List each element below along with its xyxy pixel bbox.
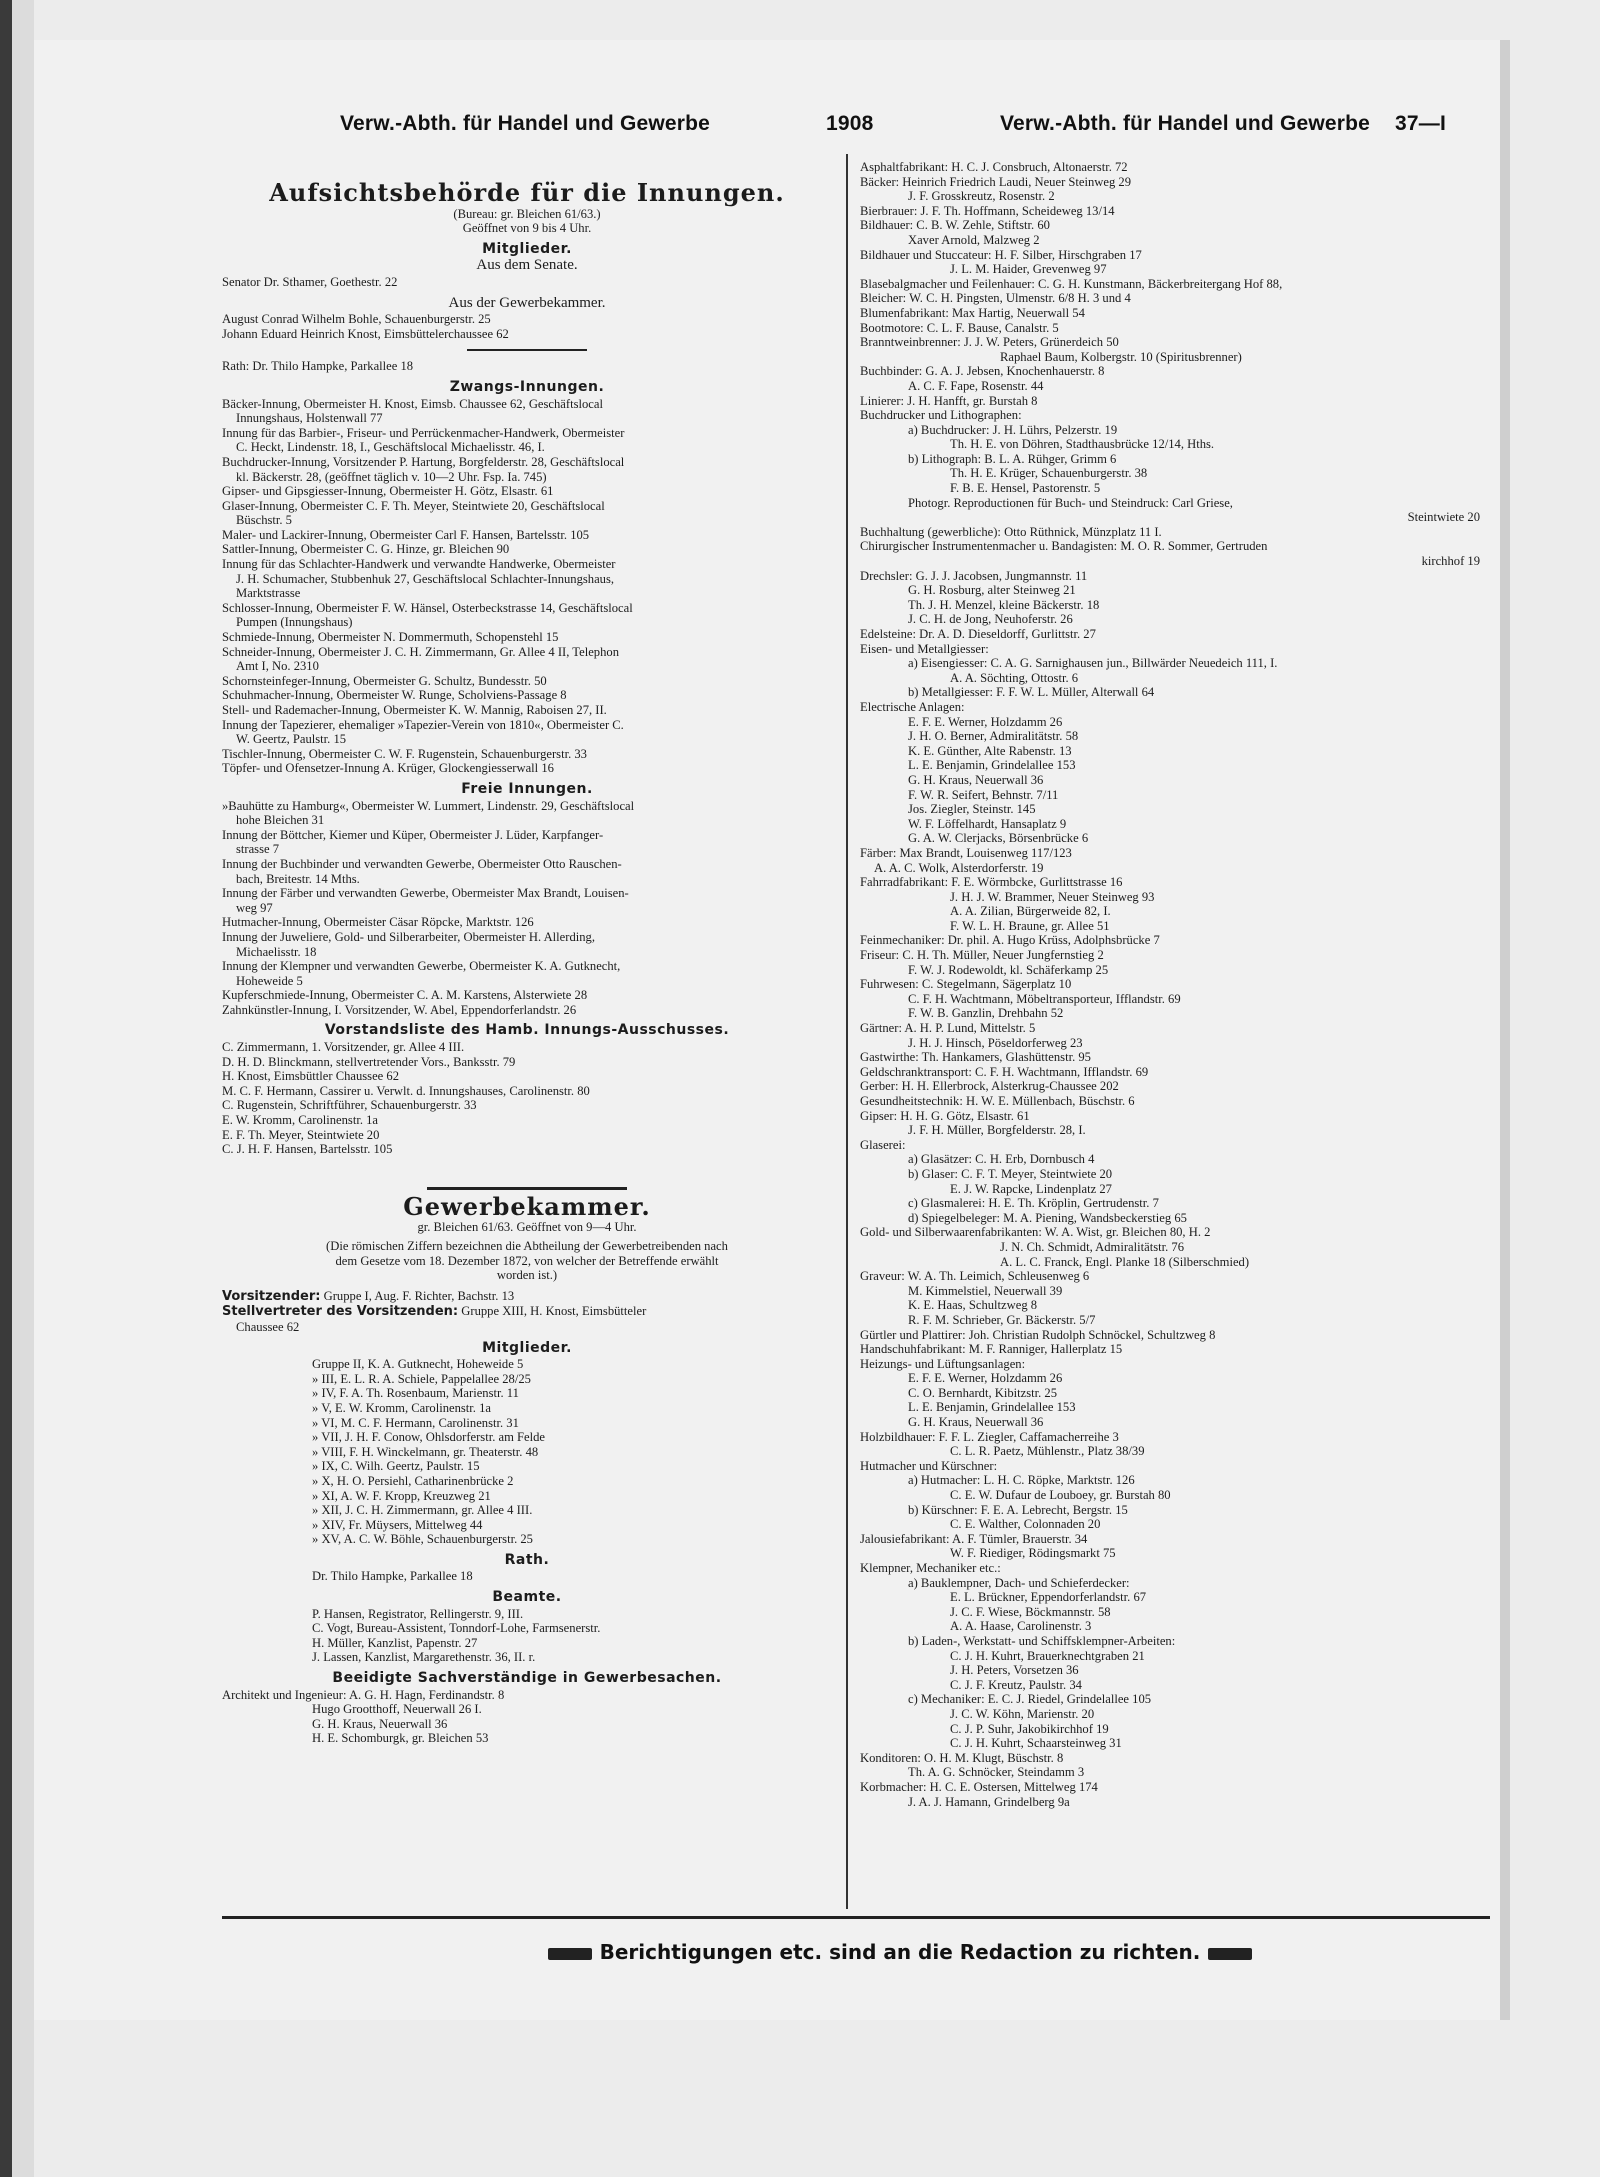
list-item: kirchhof 19	[1421, 554, 1480, 569]
list-item: Edelsteine: Dr. A. D. Dieseldorff, Gurlittstr. 27	[860, 627, 1096, 641]
list-item: Glaser-Innung, Obermeister C. F. Th. Meyer, Steintwiete 20, Geschäftslocal	[222, 498, 605, 513]
list-item: Raphael Baum, Kolbergstr. 10 (Spiritusbrenner)	[1000, 349, 1242, 364]
list-item: Bäcker: Heinrich Friedrich Laudi, Neuer Steinweg 29	[860, 174, 1132, 189]
list-item: Amt I, No. 2310	[236, 659, 319, 674]
list-item: Electrische Anlagen:	[860, 699, 965, 714]
list-item: Schneider-Innung, Obermeister J. C. H. Zimmermann, Gr. Allee 4 II, Telephon	[222, 644, 619, 659]
list-item: d) Spiegelbeleger: M. A. Piening, Wandsbeckerstieg 65	[908, 1210, 1187, 1225]
list-item: c) Mechaniker: E. C. J. Riedel, Grindelallee 105	[908, 1692, 1152, 1707]
list-item: C. J. H. F. Hansen, Bartelsstr. 105	[222, 1142, 393, 1157]
list-item: bach, Breitestr. 14 Mths.	[236, 871, 360, 886]
list-item: E. W. Kromm, Carolinenstr. 1a	[222, 1113, 379, 1128]
list-item: A. A. C. Wolk, Alsterdorferstr. 19	[874, 860, 1044, 875]
list-item: Maler- und Lackirer-Innung, Obermeister Carl F. Hansen, Bartelsstr. 105	[222, 527, 590, 542]
list-item: M. Kimmelstiel, Neuerwall 39	[908, 1283, 1063, 1298]
list-item: Hugo Grootthoff, Neuerwall 26 I.	[312, 1702, 482, 1717]
list-item: Gold- und Silberwaarenfabrikanten: W. A. Wist, gr. Bleichen 80, H. 2	[860, 1225, 1211, 1240]
list-item: C. J. H. Kuhrt, Schaarsteinweg 31	[950, 1736, 1122, 1751]
left-column	[222, 160, 832, 1746]
list-item: » XV, A. C. W. Böhle, Schauenburgerstr. 25	[312, 1532, 533, 1547]
list-item: Bäcker-Innung, Obermeister H. Knost, Eimsb. Chaussee 62, Geschäftslocal	[222, 396, 603, 411]
list-item: J. F. H. Müller, Borgfelderstr. 28, I.	[908, 1123, 1086, 1138]
list-item: b) Metallgiesser: F. F. W. L. Müller, Alterwall 64	[908, 685, 1155, 700]
hours-line: Geöffnet von 9 bis 4 Uhr.	[462, 221, 592, 236]
list-item: b) Glaser: C. F. T. Meyer, Steintwiete 20	[908, 1166, 1113, 1181]
list-item: Innung der Färber und verwandten Gewerbe, Obermeister Max Brandt, Louisen-	[222, 886, 629, 901]
list-item: » X, H. O. Persiehl, Catharinenbrücke 2	[312, 1473, 514, 1488]
list-item: hohe Bleichen 31	[236, 813, 325, 828]
list-item: E. F. E. Werner, Holzdamm 26	[908, 714, 1063, 729]
list-item: C. E. W. Dufaur de Louboey, gr. Burstah 80	[950, 1488, 1171, 1503]
list-item: Gärtner: A. H. P. Lund, Mittelstr. 5	[860, 1021, 1036, 1036]
senate-member: Senator Dr. Sthamer, Goethestr. 22	[222, 274, 398, 289]
section-title-aufsicht: Aufsichtsbehörde für die Innungen.	[269, 178, 785, 207]
list-item: Gipser- und Gipsgiesser-Innung, Obermeister H. Götz, Elsastr. 61	[222, 484, 554, 499]
list-item: strasse 7	[236, 842, 280, 857]
divider	[427, 1187, 627, 1190]
list-item: F. B. E. Hensel, Pastorenstr. 5	[950, 481, 1101, 496]
list-item: J. H. O. Berner, Admiralitätstr. 58	[908, 729, 1079, 744]
list-item: Innung der Böttcher, Kiemer und Küper, Obermeister J. Lüder, Karpfanger-	[222, 827, 604, 842]
gewerbekammer-address: gr. Bleichen 61/63. Geöffnet von 9—4 Uhr.	[417, 1220, 637, 1235]
freie-innungen-list	[222, 799, 832, 1018]
gruppen-list	[222, 1357, 832, 1547]
bureau-line: (Bureau: gr. Bleichen 61/63.)	[453, 206, 601, 221]
list-item: J. L. M. Haider, Grevenweg 97	[950, 262, 1107, 277]
list-item: L. E. Benjamin, Grindelallee 153	[908, 1400, 1076, 1415]
list-item: a) Eisengiesser: C. A. G. Sarnighausen jun., Billwärder Neuedeich 111, I.	[908, 656, 1278, 671]
gewerbekammer-members	[222, 312, 832, 341]
list-item: Innung der Buchbinder und verwandten Gewerbe, Obermeister Otto Rauschen-	[222, 856, 622, 871]
list-item: » XII, J. C. H. Zimmermann, gr. Allee 4 III.	[312, 1503, 533, 1518]
list-item: Bleicher: W. C. H. Pingsten, Ulmenstr. 6/8 H. 3 und 4	[860, 291, 1131, 306]
list-item: K. E. Haas, Schultzweg 8	[908, 1298, 1038, 1313]
vorstand-list	[222, 1040, 832, 1157]
vorsitzender-label: Vorsitzender:	[222, 1288, 321, 1304]
list-item: Buchdrucker und Lithographen:	[860, 408, 1022, 423]
list-item: Bootmotore: C. L. F. Bause, Canalstr. 5	[860, 320, 1059, 335]
list-item: Marktstrasse	[236, 586, 301, 601]
vorsitzender-text: Gruppe I, Aug. F. Richter, Bachstr. 13	[323, 1288, 515, 1303]
list-item: W. F. Löffelhardt, Hansaplatz 9	[908, 816, 1067, 831]
vorstand-heading: Vorstandsliste des Hamb. Innungs-Ausschusses.	[324, 1022, 730, 1039]
list-item: Bierbrauer: J. F. Th. Hoffmann, Scheideweg 13/14	[860, 203, 1115, 218]
list-item: J. C. F. Wiese, Böckmannstr. 58	[950, 1604, 1111, 1619]
mitglieder-heading: Mitglieder.	[482, 240, 572, 257]
list-item: Hoheweide 5	[236, 973, 303, 988]
list-item: Buchhaltung (gewerbliche): Otto Rüthnick, Münzplatz 11 I.	[860, 524, 1162, 539]
list-item: J. C. H. de Jong, Neuhoferstr. 26	[908, 612, 1073, 627]
list-item: Fahrradfabrikant: F. E. Wörmbcke, Gurlittstrasse 16	[860, 875, 1123, 890]
list-item: » XI, A. W. F. Kropp, Kreuzweg 21	[312, 1488, 491, 1503]
stellvertreter-text: Gruppe XIII, H. Knost, Eimsbütteler	[461, 1304, 647, 1319]
list-item: » V, E. W. Kromm, Carolinenstr. 1a	[312, 1400, 491, 1415]
list-item: Gesundheitstechnik: H. W. E. Müllenbach, Büschstr. 6	[860, 1094, 1135, 1108]
list-item: Architekt und Ingenieur: A. G. H. Hagn, Ferdinandstr. 8	[222, 1687, 505, 1702]
beeidigte-heading: Beeidigte Sachverständige in Gewerbesachen.	[332, 1670, 722, 1687]
list-item: Innungshaus, Holstenwall 77	[236, 411, 383, 426]
page-number: 37—I	[1395, 112, 1446, 135]
list-item: Fuhrwesen: C. Stegelmann, Sägerplatz 10	[860, 977, 1072, 992]
divider	[467, 349, 587, 351]
list-item: Gruppe II, K. A. Gutknecht, Hoheweide 5	[312, 1357, 524, 1372]
list-item: »Bauhütte zu Hamburg«, Obermeister W. Lummert, Lindenstr. 29, Geschäftslocal	[222, 798, 635, 813]
list-item: G. A. W. Clerjacks, Börsenbrücke 6	[908, 831, 1089, 846]
gewerbekammer-heading: Aus der Gewerbekammer.	[448, 294, 606, 311]
list-item: b) Laden-, Werkstatt- und Schiffsklempner-Arbeiten:	[908, 1633, 1176, 1648]
list-item: A. A. Söchting, Ottostr. 6	[950, 670, 1079, 685]
list-item: F. W. L. H. Braune, gr. Allee 51	[950, 918, 1110, 933]
list-item: C. Heckt, Lindenstr. 18, I., Geschäftslocal Michaelisstr. 46, I.	[236, 440, 545, 455]
list-item: C. Zimmermann, 1. Vorsitzender, gr. Allee 4 III.	[222, 1040, 465, 1055]
list-item: H. Knost, Eimsbüttler Chaussee 62	[222, 1069, 399, 1084]
column-divider	[846, 154, 848, 1909]
list-item: weg 97	[236, 900, 273, 915]
list-item: » VI, M. C. F. Hermann, Carolinenstr. 31	[312, 1415, 519, 1430]
list-item: A. L. C. Franck, Engl. Planke 18 (Silberschmied)	[1000, 1254, 1250, 1269]
footer-notice	[500, 1940, 1300, 1964]
zwangs-innungen-list	[222, 397, 832, 776]
list-item: » VIII, F. H. Winckelmann, gr. Theaterstr. 48	[312, 1444, 539, 1459]
bottom-rule	[222, 1916, 1490, 1919]
senate-heading: Aus dem Senate.	[476, 257, 578, 274]
list-item: Innung der Klempner und verwandten Gewerbe, Obermeister K. A. Gutknecht,	[222, 959, 621, 974]
beamte-heading: Beamte.	[492, 1589, 562, 1606]
list-item: Branntweinbrenner: J. J. W. Peters, Grünerdeich 50	[860, 335, 1119, 350]
list-item: Chirurgischer Instrumentenmacher u. Bandagisten: M. O. R. Sommer, Gertruden	[860, 539, 1268, 554]
list-item: worden ist.)	[496, 1268, 558, 1283]
list-item: Gürtler und Plattirer: Joh. Christian Rudolph Schnöckel, Schultzweg 8	[860, 1327, 1216, 1342]
stellvertreter-cont: Chaussee 62	[236, 1319, 300, 1334]
list-item: Bildhauer und Stuccateur: H. F. Silber, Hirschgraben 17	[860, 247, 1142, 262]
list-item: Gastwirthe: Th. Hankamers, Glashüttenstr. 95	[860, 1050, 1091, 1065]
list-item: Hutmacher und Kürschner:	[860, 1458, 998, 1473]
list-item: Innung der Tapezierer, ehemaliger »Tapezier-Verein von 1810«, Obermeister C.	[222, 717, 624, 732]
list-item: Blasebalgmacher und Feilenhauer: C. G. H. Kunstmann, Bäckerbreitergang Hof 88,	[860, 276, 1283, 291]
list-item: Färber: Max Brandt, Louisenweg 117/123	[860, 845, 1072, 860]
mitglieder2-heading: Mitglieder.	[482, 1339, 572, 1356]
list-item: J. A. J. Hamann, Grindelberg 9a	[908, 1794, 1070, 1809]
pointing-hand-icon	[548, 1948, 592, 1960]
list-item: E. F. Th. Meyer, Steintwiete 20	[222, 1127, 380, 1142]
rath2-line: Dr. Thilo Hampke, Parkallee 18	[312, 1569, 473, 1584]
list-item: F. W. B. Ganzlin, Drehbahn 52	[908, 1006, 1064, 1021]
list-item: Pumpen (Innungshaus)	[236, 615, 353, 630]
list-item: kl. Bäckerstr. 28, (geöffnet täglich v. 10—2 Uhr. Fsp. Ia. 745)	[236, 469, 547, 484]
list-item: dem Gesetze vom 18. Dezember 1872, von welcher der Betreffende erwählt	[335, 1253, 719, 1268]
list-item: Th. J. H. Menzel, kleine Bäckerstr. 18	[908, 597, 1100, 612]
running-header-right: Verw.-Abth. für Handel und Gewerbe	[1000, 112, 1371, 135]
list-item: G. H. Kraus, Neuerwall 36	[908, 772, 1044, 787]
trade-directory-list	[860, 160, 1480, 1809]
list-item: P. Hansen, Registrator, Rellingerstr. 9, III.	[312, 1606, 524, 1621]
scan-edge	[0, 0, 12, 2177]
list-item: Graveur: W. A. Th. Leimich, Schleusenweg 6	[860, 1269, 1090, 1284]
list-item: A. A. Haase, Carolinenstr. 3	[950, 1619, 1092, 1634]
list-item: Korbmacher: H. C. E. Ostersen, Mittelweg 174	[860, 1779, 1098, 1794]
list-item: Konditoren: O. H. M. Klugt, Büschstr. 8	[860, 1750, 1064, 1765]
list-item: Blumenfabrikant: Max Hartig, Neuerwall 54	[860, 305, 1085, 320]
list-item: J. C. W. Köhn, Marienstr. 20	[950, 1706, 1095, 1721]
list-item: Steintwiete 20	[1407, 510, 1480, 525]
list-item: F. W. J. Rodewoldt, kl. Schäferkamp 25	[908, 962, 1109, 977]
list-item: Buchdrucker-Innung, Vorsitzender P. Hartung, Borgfelderstr. 28, Geschäftslocal	[222, 454, 625, 469]
list-item: b) Kürschner: F. E. A. Lebrecht, Bergstr. 15	[908, 1502, 1128, 1517]
list-item: » XIV, Fr. Müysers, Mittelweg 44	[312, 1517, 483, 1532]
beamte-list	[222, 1607, 832, 1665]
list-item: a) Bauklempner, Dach- und Schieferdecker:	[908, 1575, 1130, 1590]
list-item: K. E. Günther, Alte Rabenstr. 13	[908, 743, 1072, 758]
list-item: a) Buchdrucker: J. H. Lührs, Pelzerstr. 19	[908, 422, 1118, 437]
list-item: W. F. Riediger, Rödingsmarkt 75	[950, 1546, 1116, 1561]
list-item: C. Vogt, Bureau-Assistent, Tonndorf-Lohe, Farmsenerstr.	[312, 1621, 601, 1636]
list-item: A. C. F. Fape, Rosenstr. 44	[908, 378, 1044, 393]
list-item: Schuhmacher-Innung, Obermeister W. Runge, Scholviens-Passage 8	[222, 688, 567, 703]
list-item: Büschstr. 5	[236, 513, 292, 528]
list-item: (Die römischen Ziffern bezeichnen die Abtheilung der Gewerbetreibenden nach	[326, 1239, 728, 1253]
list-item: Innung der Juweliere, Gold- und Silberarbeiter, Obermeister H. Allerding,	[222, 929, 596, 944]
list-item: C. Rugenstein, Schriftführer, Schauenburgerstr. 33	[222, 1098, 477, 1113]
list-item: » IX, C. Wilh. Geertz, Paulstr. 15	[312, 1459, 480, 1474]
list-item: G. H. Kraus, Neuerwall 36	[908, 1415, 1044, 1430]
list-item: J. N. Ch. Schmidt, Admiralitätstr. 76	[1000, 1239, 1185, 1254]
list-item: Schornsteinfeger-Innung, Obermeister G. Schultz, Bundesstr. 50	[222, 673, 547, 688]
list-item: J. H. Schumacher, Stubbenhuk 27, Geschäftslocal Schlachter-Innungshaus,	[236, 571, 615, 586]
list-item: Michaelisstr. 18	[236, 944, 317, 959]
list-item: Holzbildhauer: F. F. L. Ziegler, Caffamacherreihe 3	[860, 1429, 1119, 1444]
stellvertreter-label: Stellvertreter des Vorsitzenden:	[222, 1304, 459, 1320]
beeidigte-list	[222, 1688, 832, 1746]
list-item: C. F. H. Wachtmann, Möbeltransporteur, Ifflandstr. 69	[908, 991, 1181, 1006]
stellvertreter-line	[222, 1304, 832, 1320]
list-item: Johann Eduard Heinrich Knost, Eimsbüttelerchaussee 62	[222, 326, 509, 341]
list-item: Th. H. E. von Döhren, Stadthausbrücke 12/14, Hths.	[950, 437, 1215, 452]
list-item: H. E. Schomburgk, gr. Bleichen 53	[312, 1731, 489, 1746]
list-item: Glaserei:	[860, 1137, 906, 1152]
list-item: Klempner, Mechaniker etc.:	[860, 1561, 1001, 1575]
list-item: Linierer: J. H. Hanfft, gr. Burstah 8	[860, 393, 1038, 408]
list-item: b) Lithograph: B. L. A. Rühger, Grimm 6	[908, 451, 1117, 466]
list-item: Kupferschmiede-Innung, Obermeister C. A. M. Karstens, Alsterwiete 28	[222, 988, 588, 1003]
right-column	[860, 160, 1480, 1809]
list-item: J. F. Grosskreutz, Rosenstr. 2	[908, 189, 1055, 204]
list-item: E. L. Brückner, Eppendorferlandstr. 67	[950, 1590, 1147, 1605]
running-header-year: 1908	[826, 112, 874, 135]
list-item: Sattler-Innung, Obermeister C. G. Hinze, gr. Bleichen 90	[222, 542, 510, 557]
list-item: Töpfer- und Ofensetzer-Innung A. Krüger, Glockengiesserwall 16	[222, 761, 554, 776]
rath-line: Rath: Dr. Thilo Hampke, Parkallee 18	[222, 359, 414, 374]
list-item: » IV, F. A. Th. Rosenbaum, Marienstr. 11	[312, 1386, 519, 1401]
list-item: E. F. E. Werner, Holzdamm 26	[908, 1371, 1063, 1386]
list-item: Innung für das Schlachter-Handwerk und verwandte Handwerke, Obermeister	[222, 557, 616, 572]
list-item: Bildhauer: C. B. W. Zehle, Stiftstr. 60	[860, 218, 1050, 233]
vorsitzender-line	[222, 1289, 832, 1305]
list-item: August Conrad Wilhelm Bohle, Schauenburgerstr. 25	[222, 312, 491, 327]
list-item: Feinmechaniker: Dr. phil. A. Hugo Krüss, Adolphsbrücke 7	[860, 933, 1160, 948]
list-item: F. W. R. Seifert, Behnstr. 7/11	[908, 787, 1059, 802]
list-item: A. A. Zilian, Bürgerweide 82, I.	[950, 904, 1111, 919]
list-item: Gipser: H. H. G. Götz, Elsastr. 61	[860, 1108, 1030, 1123]
list-item: Schmiede-Innung, Obermeister N. Dommermuth, Schopenstehl 15	[222, 630, 559, 645]
list-item: C. L. R. Paetz, Mühlenstr., Platz 38/39	[950, 1444, 1145, 1459]
list-item: Hutmacher-Innung, Obermeister Cäsar Röpcke, Marktstr. 126	[222, 915, 534, 930]
list-item: G. H. Rosburg, alter Steinweg 21	[908, 583, 1076, 598]
list-item: D. H. D. Blinckmann, stellvertretender Vors., Banksstr. 79	[222, 1054, 516, 1069]
list-item: L. E. Benjamin, Grindelallee 153	[908, 758, 1076, 773]
list-item: Asphaltfabrikant: H. C. J. Consbruch, Altonaerstr. 72	[860, 160, 1128, 174]
list-item: J. H. J. W. Brammer, Neuer Steinweg 93	[950, 889, 1155, 904]
list-item: J. H. J. Hinsch, Pöseldorferweg 23	[908, 1035, 1083, 1050]
pointing-hand-icon	[1208, 1948, 1252, 1960]
list-item: C. J. H. Kuhrt, Brauerknechtgraben 21	[950, 1648, 1145, 1663]
zwangs-heading: Zwangs-Innungen.	[449, 378, 605, 395]
list-item: E. J. W. Rapcke, Lindenplatz 27	[950, 1181, 1112, 1196]
list-item: Innung für das Barbier-, Friseur- und Perrückenmacher-Handwerk, Obermeister	[222, 425, 625, 440]
list-item: Jalousiefabrikant: A. F. Tümler, Brauerstr. 34	[860, 1531, 1088, 1546]
list-item: » III, E. L. R. A. Schiele, Pappelallee 28/25	[312, 1371, 531, 1386]
list-item: C. J. F. Kreutz, Paulstr. 34	[950, 1677, 1082, 1692]
list-item: Xaver Arnold, Malzweg 2	[908, 232, 1040, 247]
list-item: Drechsler: G. J. J. Jacobsen, Jungmannstr. 11	[860, 568, 1088, 583]
list-item: Heizungs- und Lüftungsanlagen:	[860, 1356, 1026, 1371]
list-item: W. Geertz, Paulstr. 15	[236, 732, 347, 747]
list-item: Stell- und Rademacher-Innung, Obermeister K. W. Mannig, Raboisen 27, II.	[222, 703, 607, 717]
list-item: C. E. Walther, Colonnaden 20	[950, 1517, 1101, 1532]
list-item: Th. H. E. Krüger, Schauenburgerstr. 38	[950, 466, 1148, 481]
list-item: Photogr. Reproductionen für Buch- und Steindruck: Carl Griese,	[908, 495, 1233, 510]
list-item: Friseur: C. H. Th. Müller, Neuer Jungfernstieg 2	[860, 948, 1104, 963]
gewerbekammer-note	[222, 1239, 832, 1283]
freie-heading: Freie Innungen.	[461, 780, 593, 797]
list-item: Tischler-Innung, Obermeister C. W. F. Rugenstein, Schauenburgerstr. 33	[222, 746, 587, 761]
list-item: R. F. M. Schrieber, Gr. Bäckerstr. 5/7	[908, 1312, 1096, 1327]
list-item: C. O. Bernhardt, Kibitzstr. 25	[908, 1385, 1058, 1400]
list-item: J. H. Peters, Vorsetzen 36	[950, 1663, 1079, 1678]
section-title-gewerbekammer: Gewerbekammer.	[403, 1191, 651, 1221]
running-header-left: Verw.-Abth. für Handel und Gewerbe	[340, 112, 711, 135]
list-item: Jos. Ziegler, Steinstr. 145	[908, 802, 1036, 817]
list-item: Geldschranktransport: C. F. H. Wachtmann, Ifflandstr. 69	[860, 1064, 1149, 1079]
list-item: C. J. P. Suhr, Jakobikirchhof 19	[950, 1721, 1109, 1736]
scan-margin	[12, 0, 34, 2177]
list-item: c) Glasmalerei: H. E. Th. Kröplin, Gertrudenstr. 7	[908, 1196, 1159, 1211]
list-item: a) Hutmacher: L. H. C. Röpke, Marktstr. 126	[908, 1473, 1135, 1488]
footer-text: Berichtigungen etc. sind an die Redaction zu richten.	[599, 1940, 1201, 1964]
list-item: J. Lassen, Kanzlist, Margarethenstr. 36, II. r.	[312, 1650, 536, 1665]
rath2-heading: Rath.	[504, 1551, 550, 1568]
list-item: Zahnkünstler-Innung, I. Vorsitzender, W. Abel, Eppendorferlandstr. 26	[222, 1002, 577, 1017]
list-item: G. H. Kraus, Neuerwall 36	[312, 1716, 448, 1731]
list-item: Schlosser-Innung, Obermeister F. W. Hänsel, Osterbeckstrasse 14, Geschäftslocal	[222, 600, 633, 615]
list-item: M. C. F. Hermann, Cassirer u. Verwlt. d. Innungshauses, Carolinenstr. 80	[222, 1083, 590, 1098]
list-item: Eisen- und Metallgiesser:	[860, 641, 989, 656]
list-item: Gerber: H. H. Ellerbrock, Alsterkrug-Chaussee 202	[860, 1079, 1119, 1094]
list-item: Handschuhfabrikant: M. F. Ranniger, Hallerplatz 15	[860, 1342, 1123, 1357]
list-item: H. Müller, Kanzlist, Papenstr. 27	[312, 1635, 478, 1650]
list-item: » VII, J. H. F. Conow, Ohlsdorferstr. am Felde	[312, 1430, 546, 1445]
list-item: Buchbinder: G. A. J. Jebsen, Knochenhauerstr. 8	[860, 364, 1105, 379]
list-item: a) Glasätzer: C. H. Erb, Dornbusch 4	[908, 1152, 1095, 1167]
list-item: Th. A. G. Schnöcker, Steindamm 3	[908, 1765, 1085, 1780]
